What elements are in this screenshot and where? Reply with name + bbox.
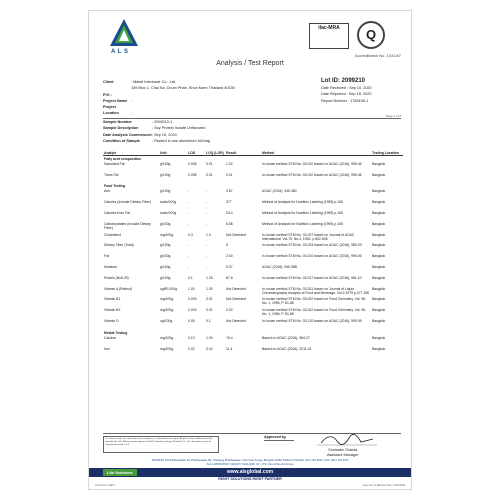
cell-method: Based on AOAC (2016), 2011.15 xyxy=(262,346,312,351)
cell-testing-location: Bangkok xyxy=(372,297,386,302)
cell-loq: 0.01 xyxy=(206,172,213,177)
header-analyte: Analyte xyxy=(103,151,159,156)
cell-result: 0.01 xyxy=(226,172,233,177)
cell-testing-location: Bangkok xyxy=(372,189,386,194)
sample-block xyxy=(103,119,303,144)
cell-lod: 0.05 xyxy=(188,318,195,323)
cell-loq: 1.00 xyxy=(206,335,213,340)
cell-unit: mg/100g xyxy=(160,308,174,313)
approved-by-underline xyxy=(264,440,294,441)
client-address: 159 Moo 1, Chai Sa, Chum Phae, Khon Kaen Thailand 40130 xyxy=(131,86,235,91)
cell-loq: 0.02 xyxy=(206,346,213,351)
cell-testing-location: Bangkok xyxy=(372,254,386,259)
section-heading: Fatty acid composition xyxy=(104,157,141,161)
table-row xyxy=(103,276,403,287)
cell-testing-location: Bangkok xyxy=(372,335,386,340)
cell-method: AOAC (2016), 945.38C xyxy=(262,189,298,194)
cell-analyte: Trans Fat xyxy=(104,172,119,177)
cell-result: Not Detected xyxy=(226,286,246,291)
cell-testing-location: Bangkok xyxy=(372,346,386,351)
cell-analyte: Saturated Fat xyxy=(104,161,125,166)
project-name-value: : xyxy=(131,98,133,103)
cell-result: 23.4 xyxy=(226,210,233,215)
date-received: Date Received : Sep 10, 2020 xyxy=(321,86,372,90)
cell-analyte: Calories from Fat xyxy=(104,210,131,215)
cell-analyte: Ash xyxy=(104,189,110,194)
cell-analyte: Cholesterol xyxy=(104,232,122,237)
cell-testing-location: Bangkok xyxy=(372,275,386,280)
cell-analyte: Vitamin B1 xyxy=(104,297,121,302)
table-row xyxy=(103,254,403,265)
table-row xyxy=(103,297,403,308)
cell-result: 1.02 xyxy=(226,161,233,166)
cell-method: In-house method STM No. 03-120 based on AOAC (2016), 995.05 xyxy=(262,318,362,323)
cell-lod: 0.1 xyxy=(188,275,193,280)
cell-testing-location: Bangkok xyxy=(372,232,386,237)
date-commenced-value: : Sep 10, 2020 xyxy=(152,132,177,137)
cell-analyte: Vitamin D xyxy=(104,318,119,323)
cell-method: In-house method STM No. 03-010 based on AOAC (2016), 996.06 xyxy=(262,254,362,259)
cell-unit: mg/100g xyxy=(160,335,174,340)
table-row xyxy=(103,336,403,347)
sample-description-label: Sample Description xyxy=(103,126,139,131)
cell-loq: - xyxy=(206,200,208,205)
results-table xyxy=(103,151,403,357)
client-block xyxy=(103,79,303,117)
cell-result: Not Detected xyxy=(226,318,246,323)
cell-lod: - xyxy=(188,264,190,269)
company-line: ALS LABORATORY GROUP (THAILAND) CO., LTD. Part of the ALS Group xyxy=(206,462,294,466)
table-row xyxy=(103,200,403,211)
disclaimer-box: The above results are valid only for the sample(s) as submitted to this report. All parts of this certificate must be reproduced in full. Without written approval of ALS Laboratory Group (Thailand) Co., Ltd. this report cannot be reproduced except in full. xyxy=(103,436,219,453)
cell-analyte: Calories (Include Dietary Fiber) xyxy=(104,200,151,205)
cell-lod: 0.003 xyxy=(188,297,197,302)
cell-testing-location: Bangkok xyxy=(372,221,386,226)
table-row xyxy=(103,347,403,358)
cell-method: Method of Analysis for Nutrition Labeling (1993) p.106 xyxy=(262,221,343,226)
cell-lod: 0.10 xyxy=(188,335,195,340)
cell-lod: - xyxy=(188,200,190,205)
cell-loq: 0.1 xyxy=(206,318,211,323)
header-testing-location: Testing Location xyxy=(371,151,403,156)
cell-analyte: Carbohydrates (Include Dietary Fiber) xyxy=(104,221,151,230)
table-row xyxy=(103,222,403,233)
cell-loq: - xyxy=(206,189,208,194)
cell-analyte: Vitamin B2 xyxy=(104,308,121,313)
cell-unit: kcals/100g xyxy=(160,210,177,215)
cell-unit: g/100g xyxy=(160,275,171,280)
cell-lod: - xyxy=(188,210,190,215)
issue-code: Issue No. 01 Effective Date: 01/04/2016 xyxy=(362,484,405,487)
cell-unit: g/100g xyxy=(160,189,171,194)
table-row xyxy=(103,287,403,298)
project-location-label: Project Location xyxy=(103,105,119,116)
cell-unit: mg/100g xyxy=(160,297,174,302)
cell-loq: 1.0 xyxy=(206,232,211,237)
cell-loq: - xyxy=(206,254,208,259)
cell-unit: g/100g xyxy=(160,243,171,248)
table-row xyxy=(103,233,403,244)
cell-loq: 1.00 xyxy=(206,286,213,291)
sample-description-value: : Soy Protein Isolate Unflavored xyxy=(152,126,206,131)
cell-lod: - xyxy=(188,243,190,248)
table-row xyxy=(103,211,403,222)
header-method: Method xyxy=(261,151,371,156)
report-title: Analysis / Test Report xyxy=(216,60,284,67)
address-line: ADDRESS 19A Phatthanakan 49, Phatthanakan Rd., Khwaeng Phatthanakan, Khet Suan Luang, Bangkok 10250 Thailand | PHONE +66 2 760 9000 | FAX +66 2 760 3737 xyxy=(151,459,349,462)
client-label: Client xyxy=(103,80,114,84)
website-link[interactable]: www.alsglobal.com xyxy=(226,469,274,475)
cell-method: In-house method STM No. 03-021 based on Journal of Liquid Chromatography Analysis of Food and Beverage, Vol.2,1979 p.477-490 xyxy=(262,286,370,295)
company-address xyxy=(95,459,405,466)
qmark-logo: Q xyxy=(357,21,385,49)
cell-testing-location: Bangkok xyxy=(372,243,386,248)
signature-image xyxy=(311,433,383,447)
cell-result: 76.4 xyxy=(226,335,233,340)
cell-method: In-house method STM No. 03-010 based on AOAC (2016), 996.06 xyxy=(262,161,362,166)
als-logo-text: A L S xyxy=(111,49,129,55)
cell-loq: 1.25 xyxy=(206,275,213,280)
cell-unit: ug/100g xyxy=(160,318,173,323)
cell-unit: g/100g xyxy=(160,161,171,166)
cell-loq: 0.01 xyxy=(206,161,213,166)
cell-method: Based on AOAC (2016), 984.27 xyxy=(262,335,310,340)
cell-unit: mg/100g xyxy=(160,346,174,351)
cell-method: AOAC (2016), 945.38B xyxy=(262,264,297,269)
cell-lod: 1.00 xyxy=(188,286,195,291)
cell-analyte: Calcium xyxy=(104,335,117,340)
cell-loq: 0.01 xyxy=(206,297,213,302)
header-result: Result xyxy=(225,151,261,156)
cell-testing-location: Bangkok xyxy=(372,172,386,177)
cell-loq: - xyxy=(206,264,208,269)
cell-result: 8 xyxy=(226,243,228,248)
als-logo xyxy=(109,18,139,50)
cell-testing-location: Bangkok xyxy=(372,161,386,166)
lot-block xyxy=(321,77,405,104)
footer-bar xyxy=(89,468,411,477)
table-row xyxy=(103,189,403,200)
signer-title: Assistant Manager xyxy=(327,452,359,457)
cell-analyte: Dietary Fiber (Total) xyxy=(104,243,134,248)
cell-result: 377 xyxy=(226,200,232,205)
approved-by-label: Approved by xyxy=(264,435,286,439)
cell-result: 5.37 xyxy=(226,264,233,269)
cell-loq: - xyxy=(206,210,208,215)
cell-lod: 0.003 xyxy=(188,308,197,313)
date-commenced-label: Date Analysis Commenced xyxy=(103,132,152,137)
condition-value: : Packed in one aluminium foil bag xyxy=(152,138,210,143)
cell-unit: g/100g xyxy=(160,172,171,177)
cell-loq: - xyxy=(206,221,208,226)
cell-method: In-house method STM No. 03-017 based on AOAC (2016), 981.10 xyxy=(262,275,362,280)
table-row xyxy=(103,308,403,319)
sample-number-value: : 2099210-1 xyxy=(152,120,173,124)
table-row xyxy=(103,162,403,173)
cell-loq: 0.01 xyxy=(206,308,213,313)
cell-analyte: Fat xyxy=(104,254,109,259)
header-lod: LOD xyxy=(187,151,205,156)
cell-testing-location: Bangkok xyxy=(372,286,386,291)
cell-loq: - xyxy=(206,243,208,248)
life-sciences-badge: Life Sciences xyxy=(103,469,137,476)
cell-lod: 0.008 xyxy=(188,161,197,166)
lot-id: Lot ID: 2099210 xyxy=(321,78,366,84)
cell-unit: mg/100g xyxy=(160,232,174,237)
test-report-page xyxy=(88,10,412,490)
cell-method: In-house method STM No. 03-022 based on Food Chemistry, Vol. 56, No. 1, 1996, P. 81-86 xyxy=(262,297,366,306)
date-reported: Date Reported : Sep 18, 2020 xyxy=(321,92,372,97)
cell-method: Method of Analysis for Nutrition Labeling (1993) p.106 xyxy=(262,200,343,205)
cell-unit: kcals/100g xyxy=(160,200,177,205)
header-unit: Unit xyxy=(159,151,187,156)
cell-analyte: Vitamin A (Retinol) xyxy=(104,286,132,291)
cell-result: Not Detected xyxy=(226,232,246,237)
page-indicator: Page 1 of 2 xyxy=(385,114,401,118)
cell-testing-location: Bangkok xyxy=(372,200,386,205)
cell-result: 8.58 xyxy=(226,221,233,226)
tagline: RIGHT SOLUTIONS RIGHT PARTNER xyxy=(218,477,282,481)
cell-lod: - xyxy=(188,189,190,194)
cell-result: 87.8 xyxy=(226,275,233,280)
signer-name: Sunisake Chanta xyxy=(328,448,358,452)
cell-method: In-house method STM No. 03-010 based on AOAC (2016), 996.06 xyxy=(262,172,362,177)
table-row xyxy=(103,243,403,254)
cell-analyte: Protein (Nx6.25) xyxy=(104,275,129,280)
section-heading: Metals Testing xyxy=(104,330,128,335)
form-code: ALS-FS-1-1 (REV.) xyxy=(95,484,116,487)
cell-unit: g/100g xyxy=(160,264,171,269)
cell-method: In-house method STM No. 03-023 based on AOAC (2016), 985.29 xyxy=(262,243,362,248)
cell-analyte: Moisture xyxy=(104,264,118,269)
sample-number-label: Sample Number xyxy=(103,120,132,124)
cell-method: In-house method STM No. 03-022 based on Food Chemistry, Vol. 56, No. 1, 1996, P. 81-86 xyxy=(262,308,366,317)
cell-lod: - xyxy=(188,221,190,226)
cell-testing-location: Bangkok xyxy=(372,318,386,323)
cell-method: Method of Analysis for Nutrition Labeling (1993) p.106 xyxy=(262,210,343,215)
client-value: : Mateli Intertrade Co., Ltd. xyxy=(131,80,176,84)
cell-lod: 0.02 xyxy=(188,346,195,351)
section-heading: Food Testing xyxy=(104,184,126,189)
accreditation-logos xyxy=(309,21,401,53)
cell-lod: - xyxy=(188,254,190,259)
cell-testing-location: Bangkok xyxy=(372,308,386,313)
report-number: Report Number : 1789196-1 xyxy=(321,98,369,103)
table-row xyxy=(103,265,403,276)
cell-analyte: Iron xyxy=(104,346,110,351)
cell-lod: 0.3 xyxy=(188,232,193,237)
cell-result: 2.60 xyxy=(226,254,233,259)
cell-result: 3.67 xyxy=(226,189,233,194)
cell-result: 11.4 xyxy=(226,346,233,351)
project-name-label: Project Name xyxy=(103,98,128,103)
project-location-value: : xyxy=(131,111,133,116)
cell-result: Not Detected xyxy=(226,297,246,302)
cell-testing-location: Bangkok xyxy=(372,264,386,269)
header-loq: LOQ (LOR) xyxy=(206,151,224,155)
cell-unit: g/100g xyxy=(160,221,171,226)
condition-label: Condition of Sample xyxy=(103,138,140,143)
table-row xyxy=(103,319,403,330)
cell-testing-location: Bangkok xyxy=(372,210,386,215)
cell-method: In-house method STM No. 03-027 based on Journal of AOAC International, Vol.75, No.4, 1992, p.802-806 xyxy=(262,232,355,241)
cell-result: 0.02 xyxy=(226,308,233,313)
table-row xyxy=(103,173,403,184)
po-label: P/O : xyxy=(103,92,112,97)
cell-lod: 0.008 xyxy=(188,172,197,177)
cell-unit: ugRE/100g xyxy=(160,286,177,291)
signer-block xyxy=(327,448,358,457)
ilac-mra-logo: ilac-MRA xyxy=(309,23,349,49)
accreditation-number: Accreditation No. 1031/47 xyxy=(354,53,401,58)
cell-unit: g/100g xyxy=(160,254,171,259)
